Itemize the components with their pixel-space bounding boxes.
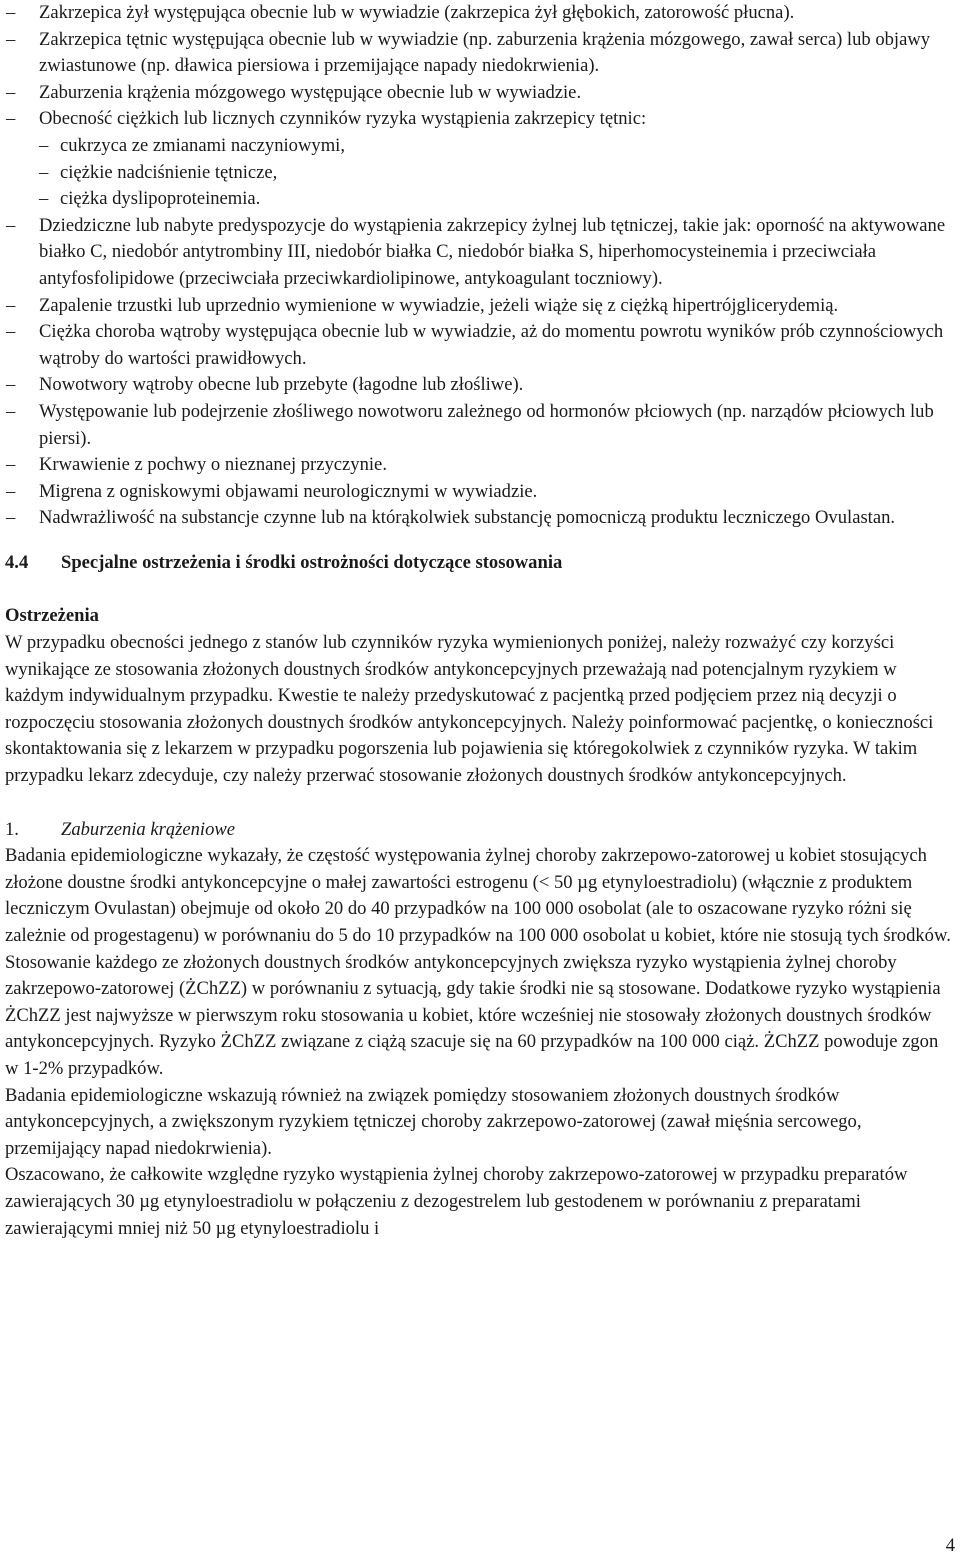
warnings-block bbox=[0, 603, 960, 1242]
list-item: – Ciężka choroba wątroby występująca obecnie lub w wywiadzie, aż do momentu powrotu wyników prób czynnościowych wątroby do wartości prawidłowych. bbox=[0, 319, 960, 372]
list-item: – Zakrzepica tętnic występująca obecnie lub w wywiadzie (np. zaburzenia krążenia mózgowego, zawał serca) lub objawy zwiastunowe (np. dławica piersiowa i przemijające napady niedokrwienia). bbox=[0, 27, 960, 80]
section-title: Specjalne ostrzeżenia i środki ostrożności dotyczące stosowania bbox=[61, 551, 563, 573]
list-item: – Zakrzepica żył występująca obecnie lub w wywiadzie (zakrzepica żył głębokich, zatorowość płucna). bbox=[0, 0, 960, 27]
list-item: – Obecność ciężkich lub licznych czynników ryzyka wystąpienia zakrzepicy tętnic: – cukrzyca ze zmianami naczyniowymi, – ciężkie nadciśnienie tętnicze, – ciężka dyslipoproteinemia. bbox=[0, 106, 960, 212]
list-item: – Występowanie lub podejrzenie złośliwego nowotworu zależnego od hormonów płciowych (np. narządów płciowych lub piersi). bbox=[0, 399, 960, 452]
list-item: – Zapalenie trzustki lub uprzednio wymienione w wywiadzie, jeżeli wiąże się z ciężką hipertrójglicerydemią. bbox=[0, 293, 960, 320]
section-heading bbox=[0, 550, 960, 577]
list-item: – cukrzyca ze zmianami naczyniowymi, bbox=[39, 133, 960, 160]
list-item: – Krwawienie z pochwy o nieznanej przyczynie. bbox=[0, 452, 960, 479]
list-item: – Nowotwory wątroby obecne lub przebyte (łagodne lub złośliwe). bbox=[0, 372, 960, 399]
list-item: – Zaburzenia krążenia mózgowego występujące obecnie lub w wywiadzie. bbox=[0, 80, 960, 107]
subsection-heading bbox=[5, 817, 956, 844]
list-item: – ciężkie nadciśnienie tętnicze, bbox=[39, 160, 960, 187]
warnings-heading: Ostrzeżenia bbox=[5, 605, 99, 627]
subsection-title: Zaburzenia krążeniowe bbox=[61, 818, 236, 840]
paragraph: Badania epidemiologiczne wskazują również na związek pomiędzy stosowaniem złożonych doustnych środków antykoncepcyjnych, a zwiększonym ryzykiem tętniczej choroby zakrzepowo-zatorowej (zawał mięśnia sercowego, przemijający napad niedokrwienia). bbox=[5, 1084, 862, 1159]
paragraph: Badania epidemiologiczne wykazały, że częstość występowania żylnej choroby zakrzepowo-zatorowej u kobiet stosujących złożone doustne środki antykoncepcyjne o małej zawartości estrogenu (< 50 µg etynyloestradiolu) (włącznie z produktem leczniczym Ovulastan) obejmuje od około 20 do 40 przypadków na 100 000 osobolat (ale to oszacowane ryzyko różni się zależnie od progestagenu) w porównaniu do 5 do 10 przypadków na 100 000 osobolat u kobiet, które nie stosują tych środków. Stosowanie każdego ze złożonych doustnych środków antykoncepcyjnych zwiększa ryzyko wystąpienia żylnej choroby zakrzepowo-zatorowej (ŻChZZ) w porównaniu z sytuacją, gdy takie środki nie są stosowane. Dodatkowe ryzyko wystąpienia ŻChZZ jest najwyższe w pierwszym roku stosowania u kobiet, które wcześniej nie stosowały złożonych doustnych środków antykoncepcyjnych. Ryzyko ŻChZZ związane z ciążą szacuje się na 60 przypadków na 100 000 ciąż. ŻChZZ powoduje zgon w 1-2% przypadków. bbox=[5, 845, 951, 1079]
section-number: 4.4 bbox=[5, 551, 29, 573]
subsection-number: 1. bbox=[5, 818, 19, 840]
page-number: 4 bbox=[945, 1535, 955, 1556]
list-item: – Nadwrażliwość na substancje czynne lub na którąkolwiek substancję pomocniczą produktu leczniczego Ovulastan. bbox=[0, 505, 960, 532]
contraindications-list bbox=[0, 0, 960, 532]
risk-factors-sublist bbox=[39, 133, 960, 213]
warnings-text: W przypadku obecności jednego z stanów lub czynników ryzyka wymienionych poniżej, należy rozważyć czy korzyści wynikające ze stosowania złożonych doustnych środków antykoncepcyjnych przeważają nad potencjalnym ryzykiem w każdym indywidualnym przypadku. Kwestie te należy przedyskutować z pacjentką przed podjęciem przez nią decyzji o rozpoczęciu stosowania złożonych doustnych środków antykoncepcyjnych. Należy poinformować pacjentkę, o konieczności skontaktowania się z lekarzem w przypadku pogorszenia lub pojawienia się któregokolwiek z czynników ryzyka. W takim przypadku lekarz zdecyduje, czy należy przerwać stosowanie złożonych doustnych środków antykoncepcyjnych. bbox=[5, 632, 934, 787]
list-item: – Dziedziczne lub nabyte predyspozycje do wystąpienia zakrzepicy żylnej lub tętniczej, takie jak: oporność na aktywowane białko C, niedobór antytrombiny III, niedobór białka C, niedobór białka S, hiperhomocysteinemia i przeciwciała antyfosfolipidowe (przeciwciała przeciwkardiolipinowe, antykoagulant toczniowy). bbox=[0, 213, 960, 293]
paragraph: Oszacowano, że całkowite względne ryzyko wystąpienia żylnej choroby zakrzepowo-zatorowej w przypadku preparatów zawierających 30 µg etynyloestradiolu w połączeniu z dezogestrelem lub gestodenem w porównaniu z preparatami zawierającymi mniej niż 50 µg etynyloestradiolu i bbox=[5, 1164, 908, 1239]
list-item: – ciężka dyslipoproteinemia. bbox=[39, 186, 960, 213]
list-item: – Migrena z ogniskowymi objawami neurologicznymi w wywiadzie. bbox=[0, 479, 960, 506]
